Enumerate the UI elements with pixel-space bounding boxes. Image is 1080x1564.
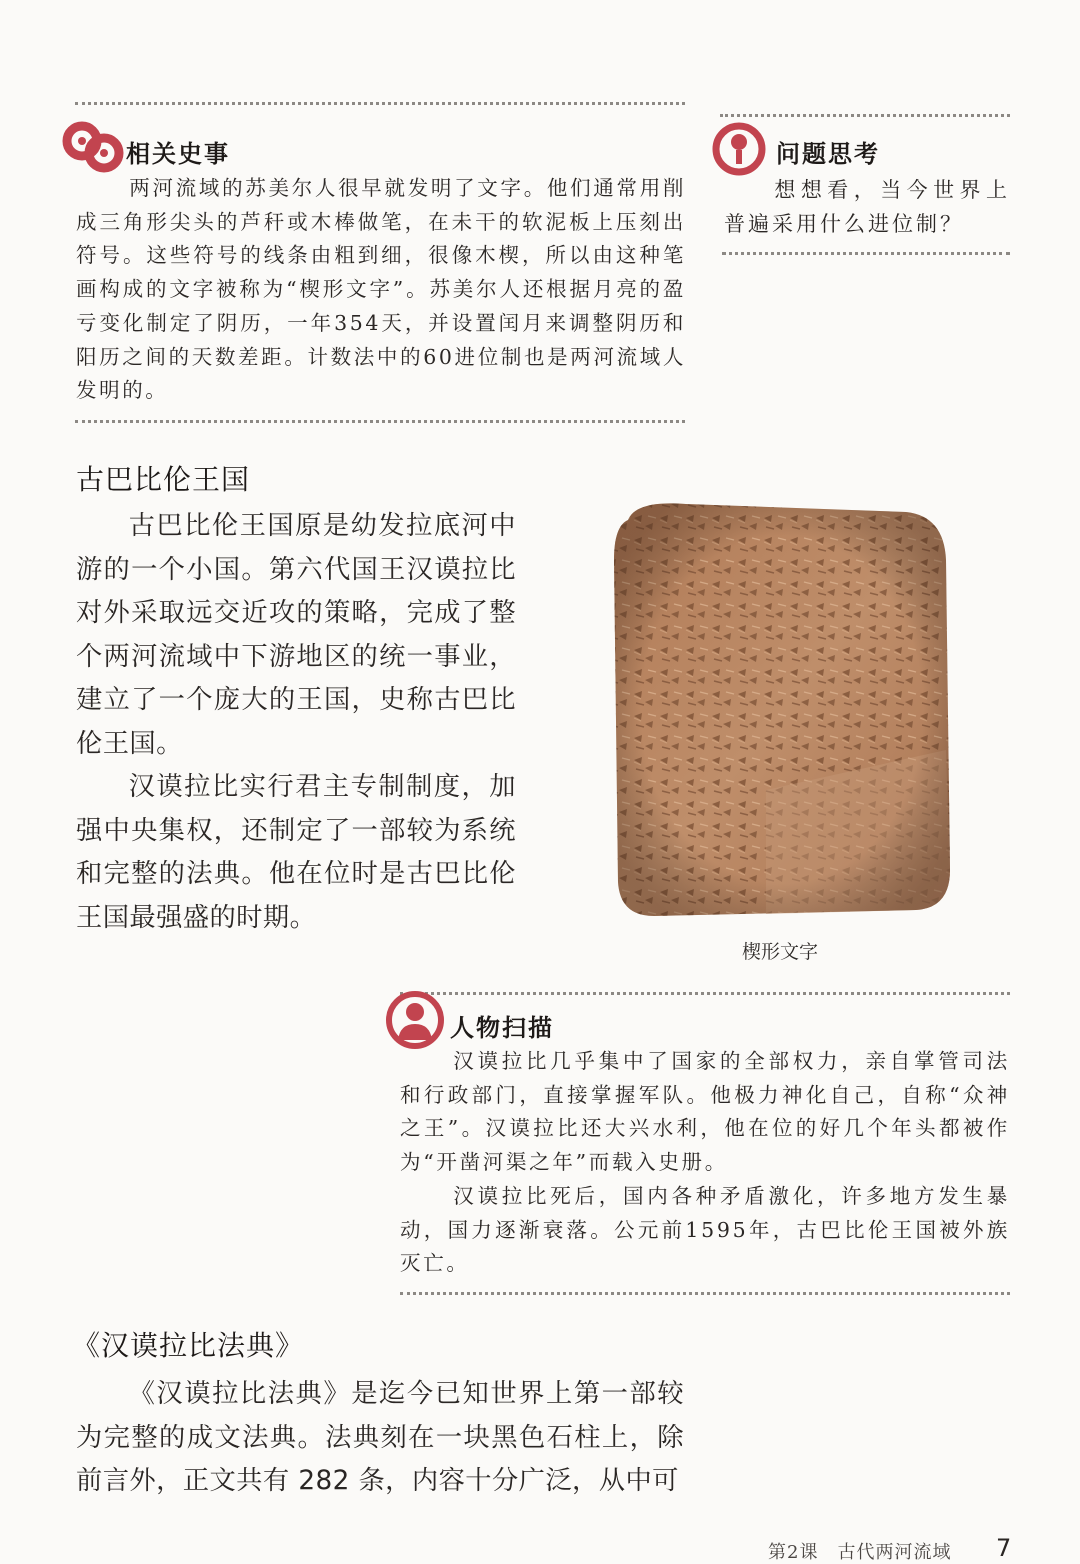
- figure-caption: 楔形文字: [742, 941, 819, 963]
- person-scan-text: [400, 1045, 1010, 1281]
- code-text: [76, 1373, 684, 1504]
- person-scan-top-divider: [400, 992, 1010, 995]
- person-icon: [384, 990, 446, 1050]
- babylon-paragraph-2: 汉谟拉比实行君主专制制度，加强中央集权，还制定了一部较为系统和完整的法典。他在位时是古巴比伦王国最强盛的时期。: [76, 772, 516, 933]
- section-heading-code: 《汉谟拉比法典》: [72, 1329, 305, 1362]
- person-scan-title: 人物扫描: [450, 1014, 554, 1042]
- footer-lesson: 第2课 古代两河流域: [768, 1542, 952, 1563]
- person-scan-bottom-divider: [400, 1292, 1010, 1295]
- question-icon: [710, 120, 770, 178]
- related-history-icon: [60, 117, 124, 179]
- question-title: 问题思考: [776, 140, 880, 168]
- question-text: [724, 173, 1010, 241]
- related-history-paragraph: 两河流域的苏美尔人很早就发明了文字。他们通常用削成三角形尖头的芦秆或木棒做笔，在未干的软泥板上压刻出符号。这些符号的线条由粗到细，很像木楔，所以由这种笔画构成的文字被称为“楔形文字”。苏美尔人还根据月亮的盈亏变化制定了阴历，一年354天，并设置闰月来调整阴历和阳历之间的天数差距。计数法中的60进位制也是两河流域人发明的。: [76, 176, 686, 403]
- related-history-text: [76, 172, 686, 408]
- related-history-title: 相关史事: [126, 140, 230, 168]
- related-history-top-divider: [75, 102, 685, 105]
- question-top-divider: [720, 114, 1010, 117]
- code-paragraph-1: 《汉谟拉比法典》是迄今已知世界上第一部较为完整的成文法典。法典刻在一块黑色石柱上，除前言外，正文共有 282 条，内容十分广泛，从中可: [76, 1379, 684, 1496]
- person-scan-paragraph-2: 汉谟拉比死后，国内各种矛盾激化，许多地方发生暴动，国力逐渐衰落。公元前1595年，古巴比伦王国被外族灭亡。: [400, 1183, 1010, 1276]
- babylon-text: [76, 505, 516, 940]
- question-paragraph: 想想看，当今世界上普遍采用什么进位制？: [724, 178, 1010, 236]
- babylon-paragraph-1: 古巴比伦王国原是幼发拉底河中游的一个小国。第六代国王汉谟拉比对外采取远交近攻的策略，完成了整个两河流域中下游地区的统一事业，建立了一个庞大的王国，史称古巴比伦王国。: [76, 511, 516, 759]
- section-heading-babylon: 古巴比伦王国: [76, 463, 251, 496]
- person-scan-paragraph-1: 汉谟拉比几乎集中了国家的全部权力，亲自掌管司法和行政部门，直接掌握军队。他极力神化自己，自称“众神之王”。汉谟拉比还大兴水利，他在位的好几个年头都被作为“开凿河渠之年”而载入史册。: [400, 1049, 1010, 1175]
- cuneiform-tablet-image: [606, 490, 956, 922]
- page-number: 7: [996, 1534, 1012, 1562]
- related-history-bottom-divider: [75, 420, 685, 423]
- question-bottom-divider: [722, 252, 1010, 255]
